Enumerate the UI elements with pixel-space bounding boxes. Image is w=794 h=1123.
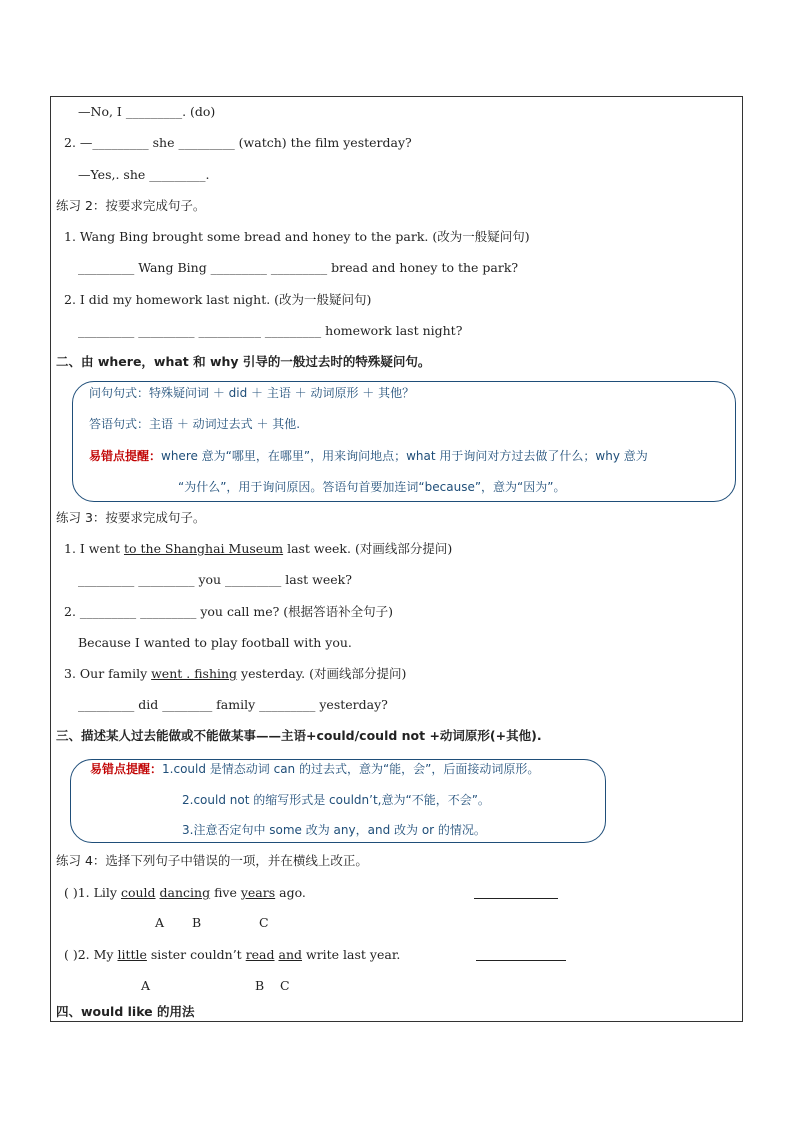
- q1-paren: ( )1. Lily: [64, 885, 121, 900]
- q2-label-b: B: [255, 978, 265, 993]
- exercise-3-a3: _________ did ________ family _________ yesterday?: [78, 697, 388, 712]
- q1-answer-blank[interactable]: [474, 887, 558, 899]
- exercise-2-a1: _________ Wang Bing _________ _________ bread and honey to the park?: [78, 260, 519, 275]
- q1-pre: 1. I went: [64, 541, 124, 556]
- answer-line-1: —No, I _________. (do): [78, 104, 216, 119]
- exercise-3-q3: [64, 666, 406, 682]
- q2-option-a: little: [117, 947, 147, 962]
- q3-post: yesterday. (对画线部分提问): [237, 666, 407, 681]
- box1-answer-pattern: 答语句式：主语 ＋ 动词过去式 ＋ 其他.: [89, 417, 301, 431]
- exercise-4-q1: [64, 885, 306, 901]
- exercise-2-q2: 2. I did my homework last night. (改为一般疑问句): [64, 292, 372, 307]
- exercise-4-title: 练习 4：选择下列句子中错误的一项，并在横线上改正。: [56, 853, 368, 868]
- exercise-3-q2: 2. _________ _________ you call me? (根据答语补全句子): [64, 604, 394, 619]
- box2-tip-1-text: 1.could 是情态动词 can 的过去式，意为“能，会”，后面接动词原形。: [162, 762, 540, 776]
- q2-option-c: and: [278, 947, 303, 962]
- exercise-3-a2: Because I wanted to play football with you.: [78, 635, 352, 650]
- section-2-title: 二、由 where，what 和 why 引导的一般过去时的特殊疑问句。: [56, 354, 431, 369]
- q1-underlined: to the Shanghai Museum: [123, 541, 284, 556]
- q2-paren: ( )2. My: [64, 947, 118, 962]
- q1-post: last week. (对画线部分提问): [283, 541, 453, 556]
- exercise-3-a1: _________ _________ you _________ last week?: [78, 572, 352, 587]
- q1-label-c: C: [259, 915, 269, 930]
- box1-question-pattern: 问句句式：特殊疑问词 ＋ did ＋ 主语 ＋ 动词原形 ＋ 其他？: [89, 386, 415, 400]
- exercise-2-title: 练习 2：按要求完成句子。: [56, 198, 206, 213]
- q1-option-b: dancing: [159, 885, 211, 900]
- tip-label: 易错点提醒：: [89, 449, 162, 463]
- exercise-2-a2: _________ _________ __________ _________ homework last night?: [78, 323, 463, 338]
- exercise-3-title: 练习 3：按要求完成句子。: [56, 510, 206, 525]
- q2-answer-blank[interactable]: [476, 949, 566, 961]
- exercise-4-q2: [64, 947, 400, 963]
- q2-label-c: C: [280, 978, 290, 993]
- q1-mid: five: [210, 885, 241, 900]
- q2-mid: sister couldn’t: [146, 947, 246, 962]
- q1-option-c: years: [240, 885, 276, 900]
- q1-label-a: A: [155, 915, 165, 930]
- box1-tip: [89, 448, 648, 464]
- box2-tip-2: 2.could not 的缩写形式是 couldn’t,意为“不能，不会”。: [182, 793, 490, 807]
- q3-pre: 3. Our family: [64, 666, 152, 681]
- exercise-2-q1: 1. Wang Bing brought some bread and honey to the park. (改为一般疑问句): [64, 229, 530, 244]
- q1-label-b: B: [192, 915, 202, 930]
- box1-tip-continued: “为什么”，用于询问原因。答语句首要加连词“because”，意为“因为”。: [178, 480, 566, 494]
- q1-option-a: could: [120, 885, 156, 900]
- box2-tip-label: 易错点提醒：: [90, 762, 163, 776]
- section-4-title: 四、would like 的用法: [56, 1004, 195, 1019]
- question-2: 2. —_________ she _________ (watch) the film yesterday?: [64, 135, 412, 150]
- q2-option-b: read: [245, 947, 275, 962]
- q1-end: ago.: [275, 885, 306, 900]
- box2-tip-1: [90, 761, 539, 777]
- q2-end: write last year.: [302, 947, 401, 962]
- section-3-title: 三、描述某人过去能做或不能做某事——主语+could/could not +动词原形(+其他).: [56, 728, 542, 743]
- q3-underlined: went . fishing: [151, 666, 238, 681]
- exercise-3-q1: [64, 541, 452, 557]
- q2-label-a: A: [141, 978, 151, 993]
- tip-text: where 意为“哪里，在哪里”，用来询问地点；what 用于询问对方过去做了什么；why 意为: [161, 449, 648, 463]
- answer-line-2: —Yes,. she _________.: [78, 167, 210, 182]
- box2-tip-3: 3.注意否定句中 some 改为 any，and 改为 or 的情况。: [182, 823, 486, 837]
